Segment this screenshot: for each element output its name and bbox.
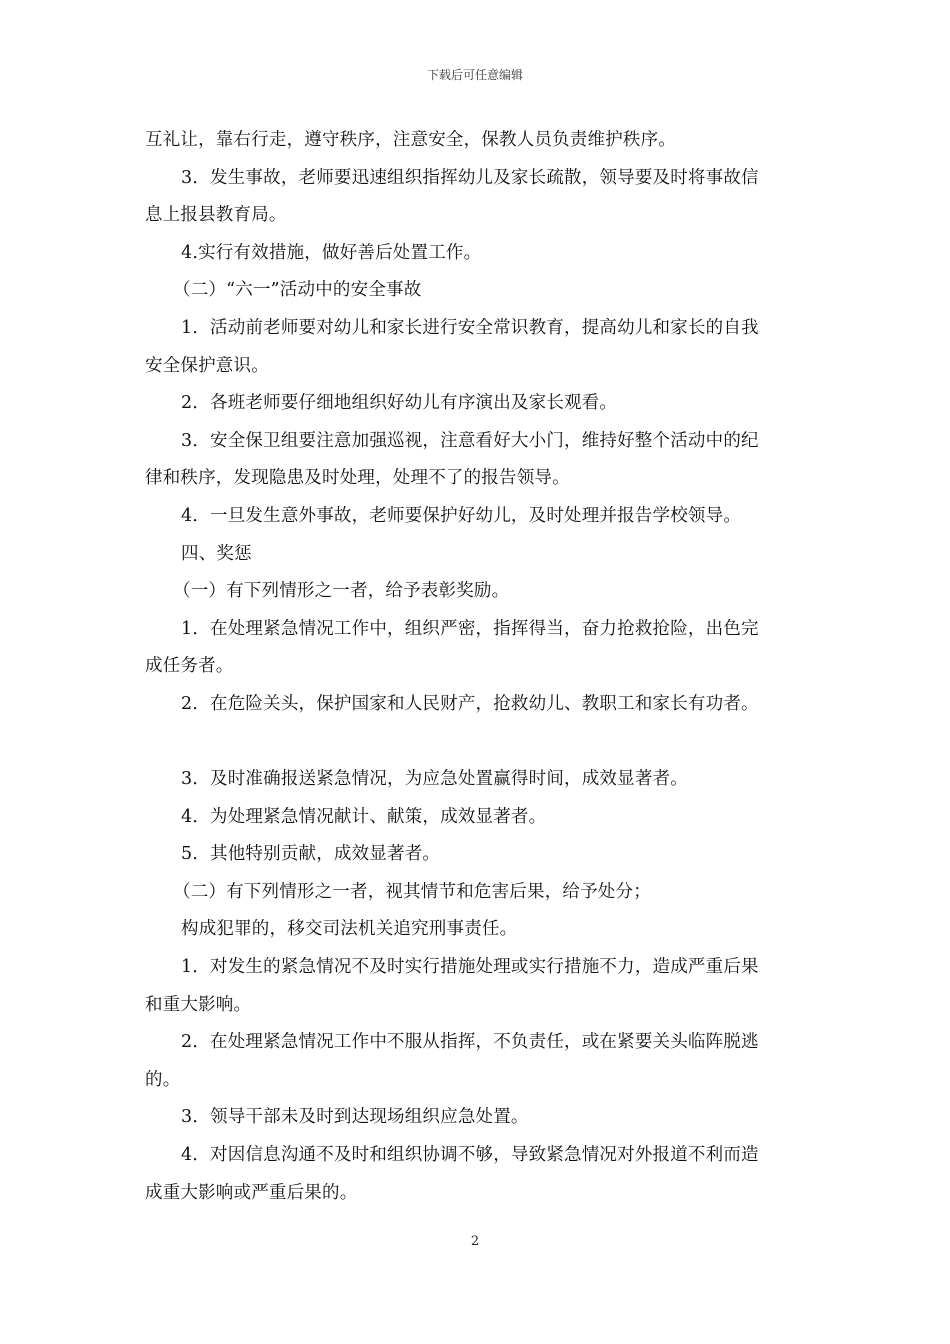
paragraph-line: 1．在处理紧急情况工作中，组织严密，指挥得当，奋力抢救抢险，出色完 [181,618,759,639]
blank-line [145,724,807,762]
paragraph-line: 3．及时准确报送紧急情况，为应急处置赢得时间，成效显著者。 [181,769,688,790]
document-body [145,122,807,1212]
paragraph-line: 4．对因信息沟通不及时和组织协调不够，导致紧急情况对外报道不利而造 [181,1145,759,1166]
paragraph-line: 3．发生事故，老师要迅速组织指挥幼儿及家长疏散，领导要及时将事故信 [181,167,759,188]
paragraph-line: 1．对发生的紧急情况不及时实行措施处理或实行措施不力，造成严重后果 [181,957,759,978]
paragraph-line: 互礼让，靠右行走，遵守秩序，注意安全，保教人员负责维护秩序。 [145,130,676,150]
section-heading: （一）有下列情形之一者，给予表彰奖励。 [173,581,510,602]
paragraph-line: 4.实行有效措施，做好善后处置工作。 [181,242,482,263]
paragraph-line: 安全保护意识。 [145,355,269,376]
paragraph-line: 3．安全保卫组要注意加强巡视，注意看好大小门，维持好整个活动中的纪 [181,430,759,451]
paragraph-line: 和重大影响。 [145,994,252,1015]
page-header: 下载后可任意编辑 [426,68,523,82]
paragraph-line: 息上报县教育局。 [145,205,287,226]
paragraph-line: 成任务者。 [145,656,234,677]
paragraph-line: 4．一旦发生意外事故，老师要保护好幼儿，及时处理并报告学校领导。 [181,505,742,526]
section-heading: （二）“六一”活动中的安全事故 [173,280,422,301]
paragraph-line: 4．为处理紧急情况献计、献策，成效显著者。 [181,806,547,827]
paragraph-line: 2．各班老师要仔细地组织好幼儿有序演出及家长观看。 [181,393,618,414]
page-number: 2 [470,1234,480,1249]
paragraph-line: 的。 [145,1069,181,1090]
paragraph-line: 1．活动前老师要对幼儿和家长进行安全常识教育，提高幼儿和家长的自我 [181,317,759,338]
paragraph-line: 2．在危险关头，保护国家和人民财产，抢救幼儿、教职工和家长有功者。 [181,693,759,714]
paragraph-line: 3．领导干部未及时到达现场组织应急处置。 [181,1107,529,1128]
paragraph-line: 构成犯罪的，移交司法机关追究刑事责任。 [181,919,518,940]
paragraph-line: 成重大影响或严重后果的。 [145,1182,358,1203]
section-heading: （二）有下列情形之一者，视其情节和危害后果，给予处分； [173,881,651,902]
section-heading: 四、奖惩 [181,543,252,564]
paragraph-line: 5．其他特别贡献，成效显著者。 [181,844,441,865]
paragraph-line: 律和秩序，发现隐患及时处理，处理不了的报告领导。 [145,468,570,489]
paragraph-line: 2．在处理紧急情况工作中不服从指挥，不负责任，或在紧要关头临阵脱逃 [181,1032,759,1053]
